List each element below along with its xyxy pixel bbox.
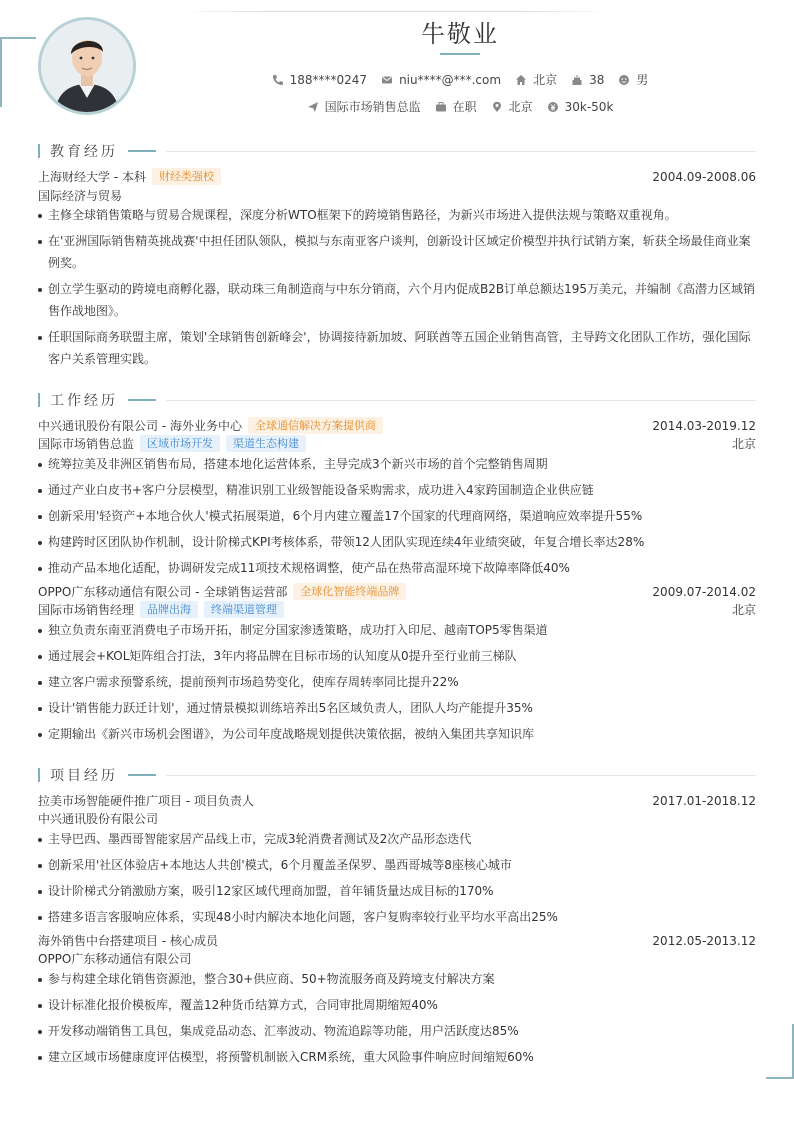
project-org-row	[38, 810, 756, 827]
email-item	[381, 73, 501, 87]
major-name: 国际经济与贸易	[38, 189, 123, 203]
candidate-name: 牛敬业	[421, 20, 499, 48]
list-item: 主导巴西、墨西哥智能家居产品线上市，完成3轮消费者测试及2次产品形态迭代	[38, 828, 756, 850]
project-header	[38, 792, 756, 809]
list-item: 创新采用'轻资产+本地合伙人'模式拓展渠道，6个月内建立覆盖17个国家的代理商网络，渠道响应效率提升55%	[38, 505, 756, 527]
list-item: 建立区域市场健康度评估模型，将预警机制嵌入CRM系统，重大风险事件响应时间缩短60%	[38, 1046, 756, 1068]
list-item: 在'亚洲国际销售精英挑战赛'中担任团队领队，模拟与东南亚客户谈判，创新设计区域定价模型并执行试销方案，斩获全场最佳商业案例奖。	[38, 230, 756, 274]
age-text: 38	[589, 72, 605, 87]
list-item: 独立负责东南亚消费电子市场开拓，制定分国家渗透策略，成功打入印尼、越南TOP5零售渠道	[38, 619, 756, 641]
section-divider	[166, 400, 756, 401]
list-item: 设计标准化报价模板库，覆盖12种货币结算方式，合同审批周期缩短40%	[38, 994, 756, 1016]
section-divider	[166, 775, 756, 776]
project-period: 2012.05-2013.12	[652, 933, 756, 948]
salary-text: 30k-50k	[564, 99, 614, 114]
job-header	[38, 583, 756, 600]
school-tag: 财经类强校	[152, 168, 221, 185]
list-item: 通过产业白皮书+客户分层模型，精准识别工业级智能设备采购需求，成功进入4家跨国制造企业供应链	[38, 479, 756, 501]
job-role-row	[38, 601, 756, 618]
section-divider	[166, 151, 756, 152]
list-item: 构建跨时区团队协作机制，设计阶梯式KPI考核体系，带领12人团队实现连续4年业绩突破，年复合增长率达28%	[38, 531, 756, 553]
phone-icon	[272, 74, 284, 86]
role-tag: 渠道生态构建	[226, 435, 306, 452]
job-target-text: 国际市场销售总监	[324, 100, 421, 114]
list-item: 建立客户需求预警系统，提前预判市场趋势变化，使库存周转率同比提升22%	[38, 671, 756, 693]
section-work-title	[38, 390, 756, 410]
job-role-row	[38, 435, 756, 452]
age-item	[571, 73, 604, 87]
school-name: 上海财经大学 - 本科	[38, 170, 146, 184]
role-tag: 终端渠道管理	[204, 601, 284, 618]
corner-decoration-bottom-right	[766, 1024, 794, 1079]
job-bullets	[38, 453, 756, 579]
name-underline	[440, 53, 480, 55]
project-period: 2017.01-2018.12	[652, 793, 756, 808]
list-item: 定期输出《新兴市场机会图谱》，为公司年度战略规划提供决策依据，被纳入集团共享知识库	[38, 723, 756, 745]
list-item: 参与构建全球化销售资源池，整合30+供应商、50+物流服务商及跨境支付解决方案	[38, 968, 756, 990]
project-name: 拉美市场智能硬件推广项目 - 项目负责人	[38, 794, 254, 808]
list-item: 主修全球销售策略与贸易合规课程，深度分析WTO框架下的跨境销售路径，为新兴市场进入提供法规与策略双重视角。	[38, 204, 756, 226]
job-intent-row	[160, 98, 760, 115]
section-bar	[38, 393, 40, 407]
email-text: niu****@***.com	[399, 72, 502, 87]
list-item: 推动产品本地化适配，协调研发完成11项技术规格调整，使产品在热带高湿环境下故障率降低40%	[38, 557, 756, 579]
project-org: OPPO广东移动通信有限公司	[38, 952, 192, 966]
job-target-item	[307, 98, 421, 115]
section-projects-title	[38, 765, 756, 785]
education-period: 2004.09-2008.06	[652, 169, 756, 184]
section-bar	[38, 768, 40, 782]
list-item: 创立学生驱动的跨境电商孵化器，联动珠三角制造商与中东分销商，六个月内促成B2B订单总额达195万美元，并编制《高潜力区域销售作战地图》。	[38, 278, 756, 322]
project-name: 海外销售中台搭建项目 - 核心成员	[38, 934, 218, 948]
job-period: 2009.07-2014.02	[652, 584, 756, 599]
job-bullets	[38, 619, 756, 745]
section-label: 项目经历	[50, 768, 118, 784]
gender-icon	[618, 74, 630, 86]
education-bullets	[38, 204, 756, 370]
list-item: 创新采用'社区体验店+本地达人共创'模式，6个月覆盖圣保罗、墨西哥城等8座核心城市	[38, 854, 756, 876]
company-name: OPPO广东移动通信有限公司 - 全球销售运营部	[38, 585, 288, 599]
list-item: 统筹拉美及非洲区销售布局，搭建本地化运营体系，主导完成3个新兴市场的首个完整销售周期	[38, 453, 756, 475]
job-location: 北京	[731, 437, 756, 451]
location-icon	[491, 101, 503, 113]
company-name: 中兴通讯股份有限公司 - 海外业务中心	[38, 419, 242, 433]
corner-decoration-top-left	[0, 37, 36, 107]
phone-item	[272, 73, 367, 87]
project-bullets	[38, 828, 756, 928]
top-divider	[180, 11, 610, 12]
avatar	[38, 17, 136, 115]
salary-icon	[547, 101, 559, 113]
list-item: 开发移动端销售工具包，集成竞品动态、汇率波动、物流追踪等功能，用户活跃度达85%	[38, 1020, 756, 1042]
city-item	[515, 71, 557, 88]
section-accent-line	[128, 774, 156, 776]
cake-icon	[571, 74, 583, 86]
company-tag: 全球通信解决方案提供商	[248, 417, 383, 434]
list-item: 任职国际商务联盟主席，策划'全球销售创新峰会'，协调接待新加坡、阿联酋等五国企业销售高管，主导跨文化团队工作坊，强化国际客户关系管理实践。	[38, 326, 756, 370]
list-item: 设计'销售能力跃迁计划'，通过情景模拟训练培养出5名区域负责人，团队人均产能提升35%	[38, 697, 756, 719]
project-org-row	[38, 950, 756, 967]
job-role: 国际市场销售经理	[38, 603, 135, 617]
section-accent-line	[128, 150, 156, 152]
company-tag: 全球化智能终端品牌	[293, 583, 406, 600]
list-item: 通过展会+KOL矩阵组合打法，3年内将品牌在目标市场的认知度从0提升至行业前三梯队	[38, 645, 756, 667]
role-tag: 品牌出海	[140, 601, 198, 618]
gender-text: 男	[636, 73, 649, 87]
project-bullets	[38, 968, 756, 1068]
section-label: 教育经历	[50, 144, 118, 160]
city-text: 北京	[533, 73, 558, 87]
target-city-text: 北京	[508, 100, 533, 114]
send-icon	[307, 101, 319, 113]
target-city-item	[491, 98, 533, 115]
status-item	[435, 98, 477, 115]
gender-item	[618, 71, 648, 88]
list-item: 设计阶梯式分销激励方案，吸引12家区域代理商加盟，首年铺货量达成目标的170%	[38, 880, 756, 902]
project-header	[38, 932, 756, 949]
section-education-title	[38, 141, 756, 161]
role-tag: 区域市场开发	[140, 435, 220, 452]
list-item: 搭建多语言客服响应体系，实现48小时内解决本地化问题，客户复购率较行业平均水平高出25%	[38, 906, 756, 928]
major-row	[38, 187, 756, 204]
contact-info-row	[160, 71, 760, 88]
mail-icon	[381, 74, 393, 86]
section-accent-line	[128, 399, 156, 401]
job-period: 2014.03-2019.12	[652, 418, 756, 433]
salary-item	[547, 100, 614, 114]
job-role: 国际市场销售总监	[38, 437, 135, 451]
job-location: 北京	[731, 603, 756, 617]
education-header	[38, 168, 756, 185]
section-bar	[38, 144, 40, 158]
section-label: 工作经历	[50, 393, 118, 409]
job-header	[38, 417, 756, 434]
phone-text: 188****0247	[289, 72, 368, 87]
home-icon	[515, 74, 527, 86]
briefcase-icon	[435, 101, 447, 113]
project-org: 中兴通讯股份有限公司	[38, 812, 159, 826]
status-text: 在职	[452, 100, 477, 114]
